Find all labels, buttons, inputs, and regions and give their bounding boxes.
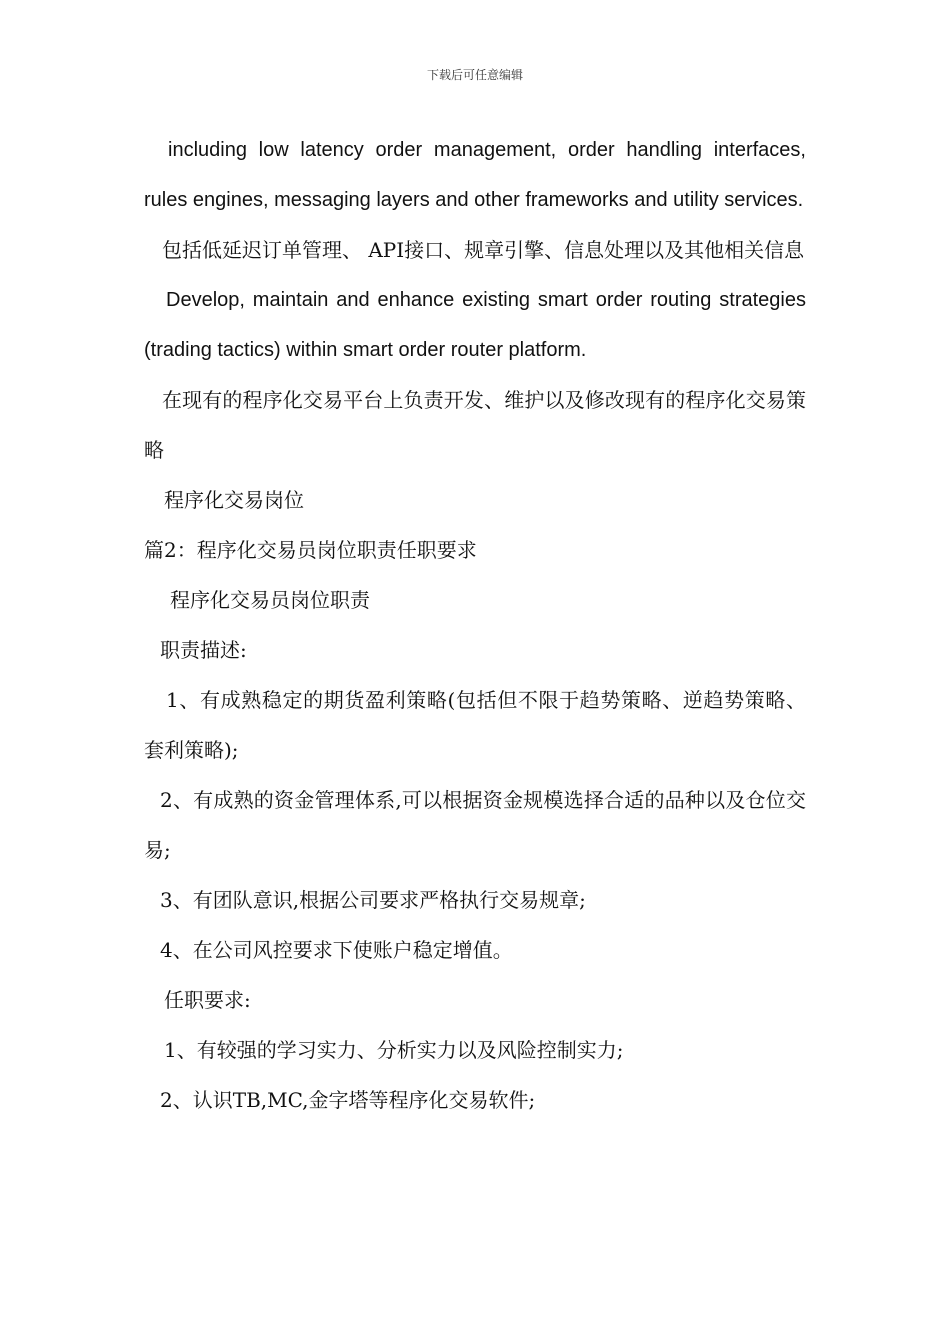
paragraph-responsibility-zh-1: 包括低延迟订单管理、 API接口、规章引擎、信息处理以及其他相关信息 [162, 238, 805, 262]
label-requirements: 任职要求: [164, 988, 251, 1012]
duty-item-2: 2、有成熟的资金管理体系,可以根据资金规模选择合适的品种以及仓位交易; [144, 788, 806, 862]
page-header: 下载后可任意编辑 [426, 68, 523, 82]
paragraph-responsibility-zh-2: 在现有的程序化交易平台上负责开发、维护以及修改现有的程序化交易策略 [144, 388, 806, 462]
document-body [144, 125, 806, 1125]
subheading-duties: 程序化交易员岗位职责 [170, 588, 370, 612]
requirement-item-2: 2、认识TB,MC,金字塔等程序化交易软件; [160, 1088, 536, 1112]
section-heading: 篇2：程序化交易员岗位职责任职要求 [144, 538, 477, 562]
duty-item-1: 1、有成熟稳定的期货盈利策略(包括但不限于趋势策略、逆趋势策略、套利策略); [144, 688, 806, 762]
paragraph-responsibility-en-2: Develop, maintain and enhance existing smart order routing strategies (trading tactics) within smart order router platform. [144, 289, 806, 361]
label-duty-description: 职责描述: [160, 638, 247, 662]
duty-item-4: 4、在公司风控要求下使账户稳定增值。 [160, 938, 513, 962]
paragraph-job-title: 程序化交易岗位 [164, 488, 304, 512]
paragraph-responsibility-en-1: including low latency order management, order handling interfaces, rules engines, messaging layers and other frameworks and utility services. [144, 139, 806, 211]
duty-item-3: 3、有团队意识,根据公司要求严格执行交易规章; [160, 888, 586, 912]
requirement-item-1: 1、有较强的学习实力、分析实力以及风险控制实力; [164, 1038, 624, 1062]
